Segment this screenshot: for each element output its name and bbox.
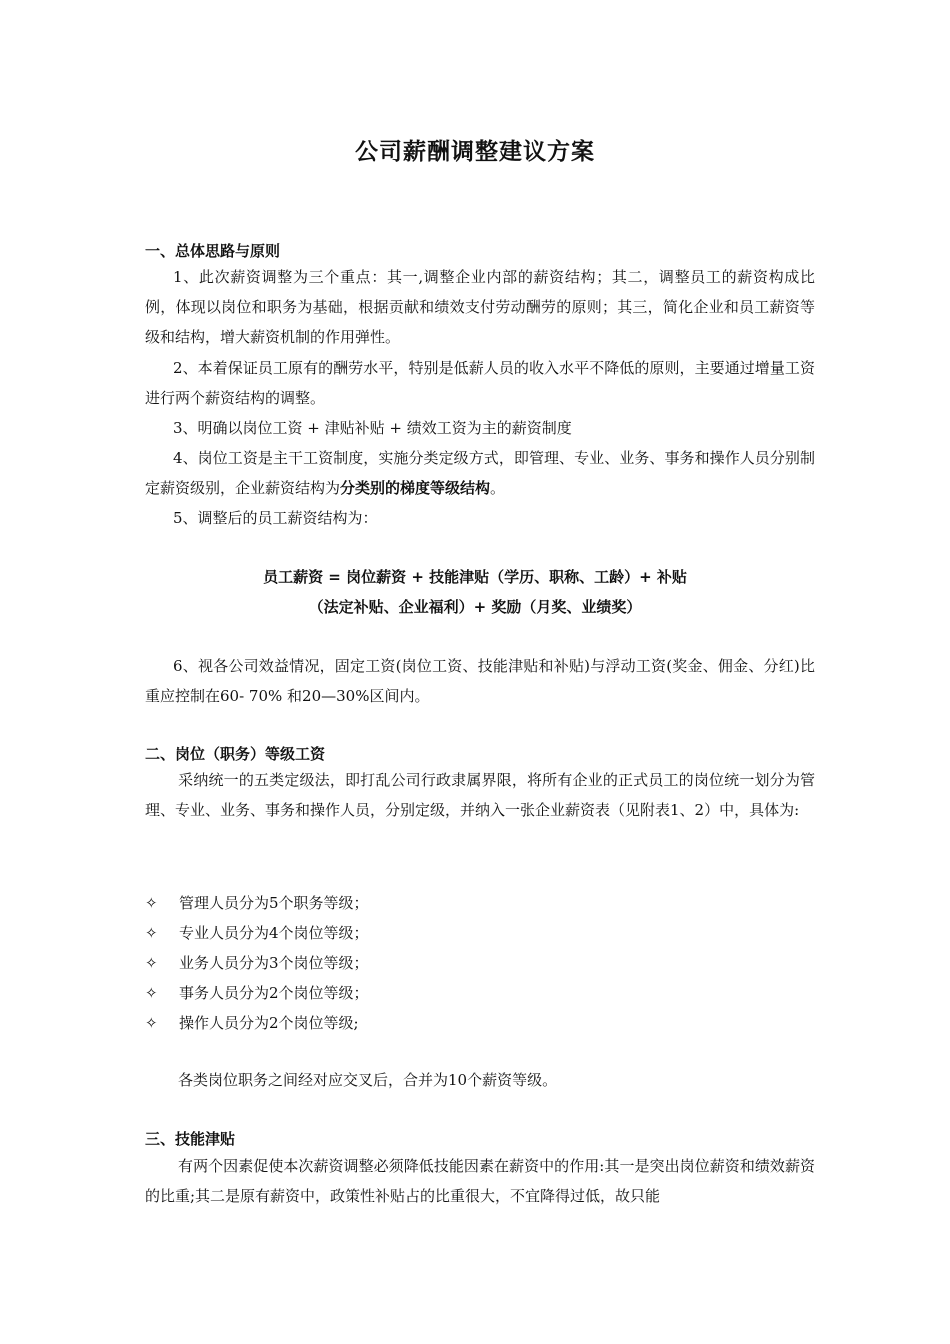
section-2-heading: 二、岗位（职务）等级工资 (145, 745, 326, 763)
list-item (145, 1008, 815, 1038)
list-item-text: 事务人员分为2个岗位等级； (179, 984, 369, 1002)
emphasis-text: 分类别的梯度等级结构 (340, 479, 491, 497)
section-1-paragraph-6 (145, 651, 815, 711)
section-2-intro-text: 采纳统一的五类定级法，即打乱公司行政隶属界限，将所有企业的正式员工的岗位统一划分为管理、专业、业务、事务和操作人员，分别定级，并纳入一张企业薪资表（见附表1、2）中，具体为: (145, 771, 815, 819)
list-item-text: 管理人员分为5个职务等级； (179, 894, 369, 912)
section-1-paragraph-5 (145, 503, 815, 533)
section-1-heading: 一、总体思路与原则 (145, 242, 281, 260)
section-2-intro (145, 765, 815, 825)
section-1-paragraph-4-text: 4、岗位工资是主干工资制度，实施分类定级方式，即管理、专业、业务、事务和操作人员分别制定薪资级别，企业薪资结构为 (145, 449, 815, 497)
list-item (145, 978, 815, 1008)
section-3-paragraph-1-text: 有两个因素促使本次薪资调整必须降低技能因素在薪资中的作用:其一是突出岗位薪资和绩效薪资的比重;其二是原有薪资中，政策性补贴占的比重很大，不宜降得过低，故只能 (145, 1157, 815, 1205)
list-item (145, 918, 815, 948)
list-item (145, 888, 815, 918)
section-1-paragraph-2-text: 2、本着保证员工原有的酬劳水平，特别是低薪人员的收入水平不降低的原则，主要通过增量工资进行两个薪资结构的调整。 (145, 359, 815, 407)
section-1-paragraph-4 (145, 443, 815, 503)
section-2-summary (145, 1065, 815, 1095)
grade-list (145, 888, 815, 1038)
section-1-paragraph-3 (145, 413, 815, 443)
section-1-paragraph-5-text: 5、调整后的员工薪资结构为： (173, 509, 378, 527)
section-3-paragraph-1 (145, 1151, 815, 1211)
diamond-bullet-icon: ✧ (145, 984, 158, 1002)
document-title: 公司薪酬调整建议方案 (355, 139, 595, 165)
section-3-heading: 三、技能津贴 (145, 1130, 236, 1148)
diamond-bullet-icon: ✧ (145, 894, 158, 912)
salary-formula-line-1: 员工薪资 = 岗位薪资 + 技能津贴（学历、职称、工龄）+ 补贴 (263, 568, 687, 586)
section-1-paragraph-6-text: 6、视各公司效益情况，固定工资(岗位工资、技能津贴和补贴)与浮动工资(奖金、佣金、分红)比重应控制在60- 70% 和20—30%区间内。 (145, 657, 815, 705)
salary-formula-line-2: （法定补贴、企业福利）+ 奖励（月奖、业绩奖） (308, 598, 642, 616)
section-2-summary-text: 各类岗位职务之间经对应交叉后，合并为10个薪资等级。 (178, 1071, 558, 1089)
list-item-text: 业务人员分为3个岗位等级； (179, 954, 369, 972)
list-item (145, 948, 815, 978)
diamond-bullet-icon: ✧ (145, 1014, 158, 1032)
section-1-paragraph-1 (145, 262, 815, 352)
list-item-text: 专业人员分为4个岗位等级； (179, 924, 369, 942)
diamond-bullet-icon: ✧ (145, 924, 158, 942)
diamond-bullet-icon: ✧ (145, 954, 158, 972)
section-1-paragraph-3-text: 3、明确以岗位工资 + 津贴补贴 + 绩效工资为主的薪资制度 (173, 419, 572, 437)
section-1-paragraph-4-end: 。 (490, 479, 506, 497)
section-1-paragraph-1-text: 1、此次薪资调整为三个重点：其一,调整企业内部的薪资结构；其二，调整员工的薪资构成比例，体现以岗位和职务为基础，根据贡献和绩效支付劳动酬劳的原则；其三，简化企业和员工薪资等级和结构，增大薪资机制的作用弹性。 (145, 268, 815, 346)
section-1-paragraph-2 (145, 353, 815, 413)
list-item-text: 操作人员分为2个岗位等级; (179, 1014, 359, 1032)
